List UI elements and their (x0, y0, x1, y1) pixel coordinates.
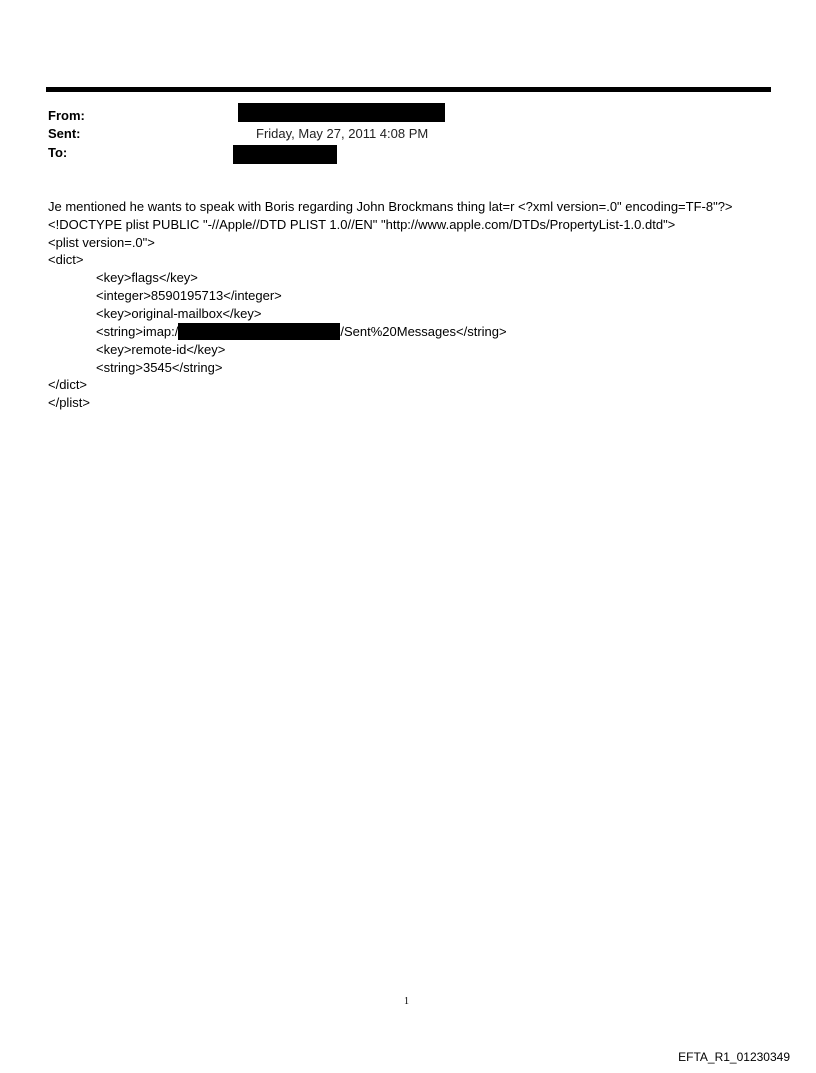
body-line-2: <!DOCTYPE plist PUBLIC "-//Apple//DTD PLIST 1.0//EN" "http://www.apple.com/DTDs/PropertyList-1.0.dtd"> (48, 217, 676, 232)
body-line-12: </plist> (48, 395, 90, 410)
from-redaction (238, 103, 445, 122)
sent-label: Sent: (48, 126, 81, 141)
body-line-10: <string>3545</string> (96, 360, 223, 375)
body-line-4: <dict> (48, 252, 84, 267)
body-line-1: Je mentioned he wants to speak with Boris regarding John Brockmans thing lat=r <?xml version=.0" encoding=TF-8"?> (48, 199, 733, 214)
to-redaction (233, 145, 337, 164)
to-label: To: (48, 145, 68, 160)
header-rule (46, 87, 771, 92)
body-line-9: <key>remote-id</key> (96, 342, 226, 357)
body-line-5: <key>flags</key> (96, 270, 198, 285)
page-number: 1 (404, 996, 409, 1007)
from-label: From: (48, 108, 85, 123)
body-line-8-prefix: <string>imap:/ (96, 324, 179, 339)
bates-number: EFTA_R1_01230349 (678, 1050, 790, 1064)
body-line-7: <key>original-mailbox</key> (96, 306, 262, 321)
body-line-3: <plist version=.0"> (48, 235, 155, 250)
body-line-6: <integer>8590195713</integer> (96, 288, 282, 303)
body-line-8-suffix: /Sent%20Messages</string> (340, 324, 507, 339)
mailbox-redaction (178, 323, 340, 340)
body-line-11: </dict> (48, 377, 88, 392)
sent-value: Friday, May 27, 2011 4:08 PM (256, 126, 429, 141)
body-line-8 (96, 323, 507, 340)
